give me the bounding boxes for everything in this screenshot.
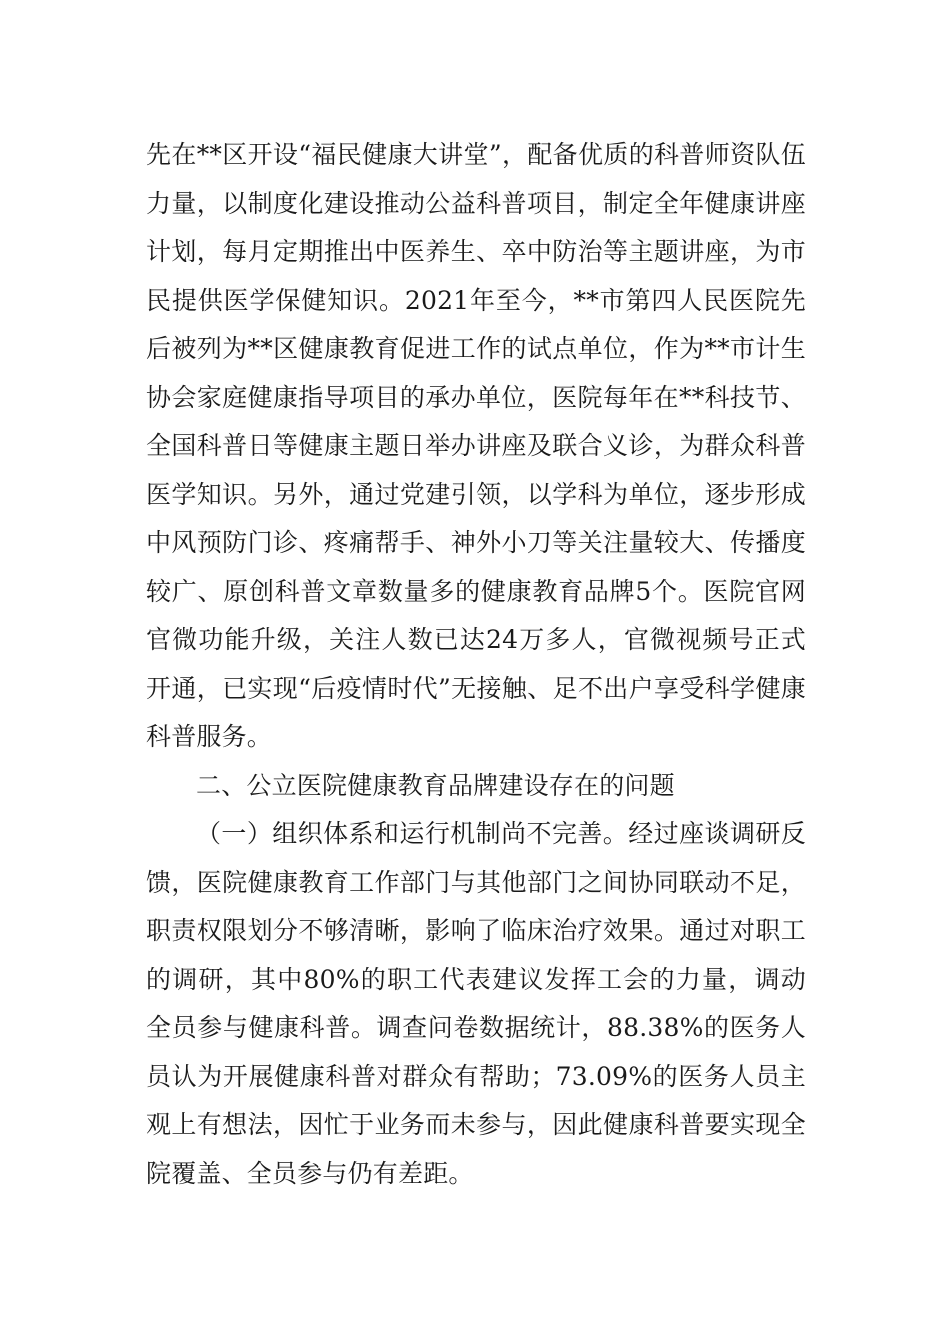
document-body xyxy=(146,131,806,1198)
section-heading: 二、公立医院健康教育品牌建设存在的问题 xyxy=(196,770,675,800)
paragraph-continued: 先在**区开设“福民健康大讲堂”，配备优质的科普师资队伍力量，以制度化建设推动公益科普项目，制定全年健康讲座计划，每月定期推出中医养生、卒中防治等主题讲座，为市民提供医学保健知识。2021年至今，**市第四人民医院先后被列为**区健康教育促进工作的试点单位，作为**市计生协会家庭健康指导项目的承办单位，医院每年在**科技节、全国科普日等健康主题日举办讲座及联合义诊，为群众科普医学知识。另外，通过党建引领，以学科为单位，逐步形成中风预防门诊、疼痛帮手、神外小刀等关注量较大、传播度较广、原创科普文章数量多的健康教育品牌5个。医院官网官微功能升级，关注人数已达24万多人，官微视频号正式开通，已实现“后疫情时代”无接触、足不出户享受科学健康科普服务。 xyxy=(146,140,806,751)
paragraph-organization-system: （一）组织体系和运行机制尚不完善。经过座谈调研反馈，医院健康教育工作部门与其他部门之间协同联动不足，职责权限划分不够清晰，影响了临床治疗效果。通过对职工的调研，其中80%的职工代表建议发挥工会的力量，调动全员参与健康科普。调查问卷数据统计，88.38%的医务人员认为开展健康科普对群众有帮助；73.09%的医务人员主观上有想法，因忙于业务而未参与，因此健康科普要实现全院覆盖、全员参与仍有差距。 xyxy=(146,819,806,1188)
